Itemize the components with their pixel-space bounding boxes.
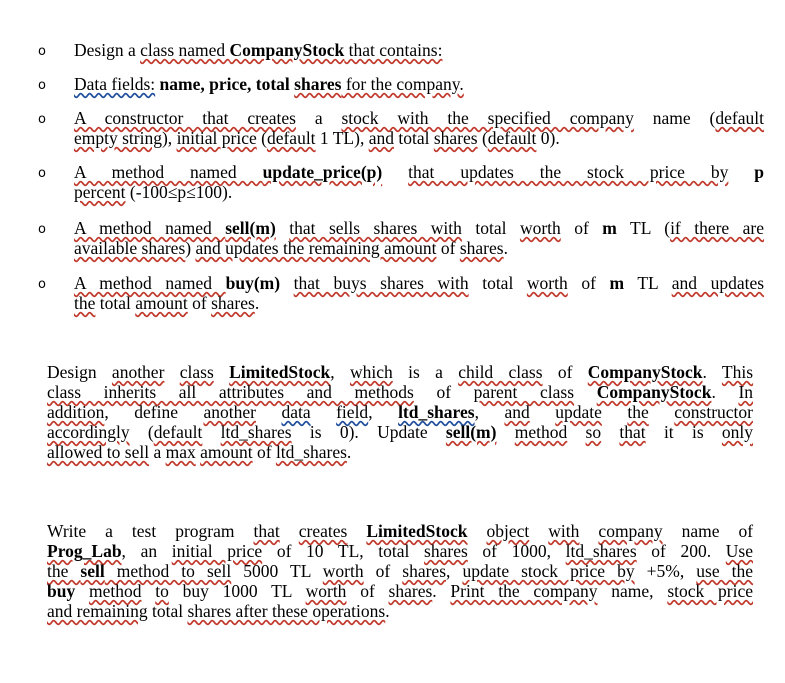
text-run: worth: [519, 218, 561, 238]
text-run: sell: [80, 561, 105, 581]
bullet-text: [74, 40, 764, 60]
text-run: m: [602, 218, 617, 238]
text-run: In: [738, 382, 754, 402]
text-line: accordingly (default ltd_shares is 0). Update sell(m) method so that it is only: [47, 422, 754, 442]
text-line: A method named buy(m) that buys shares with total worth of m TL and updates: [74, 273, 765, 293]
text-run: initial price: [171, 541, 263, 561]
text-run: the: [627, 402, 649, 422]
text-run: allowed to sell: [47, 442, 150, 462]
text-run: field: [336, 402, 369, 422]
text-run: so: [585, 422, 602, 442]
text-run: shares: [433, 128, 478, 148]
bullet-text: [74, 162, 764, 202]
text-run: with: [548, 521, 580, 541]
text-run: which: [349, 362, 393, 382]
text-run: worth: [526, 273, 568, 293]
text-run: empty string: [74, 128, 162, 148]
text-run: amount: [135, 293, 188, 313]
text-run: shares after these operations: [187, 601, 386, 621]
text-run: constructor: [674, 402, 753, 422]
text-run: buy(m): [225, 273, 281, 293]
paragraph-test-program: [47, 521, 753, 621]
text-run: stock price: [667, 581, 754, 601]
text-line: percent (-100≤p≤100).: [74, 182, 233, 202]
bullet-text: [74, 74, 764, 94]
text-run: default: [153, 422, 203, 442]
text-run: worth: [322, 561, 364, 581]
text-run: shares: [294, 74, 342, 94]
text-run: A constructor that creates: [74, 108, 296, 128]
text-run: Data fields:: [74, 74, 156, 94]
text-run: default: [715, 108, 764, 128]
text-line: allowed to sell a max amount of ltd_shares.: [47, 442, 352, 462]
text-run: name, price, total: [159, 74, 295, 94]
text-run: LimitedStock: [229, 362, 331, 382]
text-run: that updates the stock price by: [408, 162, 729, 182]
text-run: shares: [424, 541, 468, 561]
text-run: accordingly: [47, 422, 130, 442]
text-run: This: [721, 362, 754, 382]
text-run: ltd_shares: [398, 402, 475, 422]
text-run: CompanyStock: [596, 382, 712, 402]
text-run: for the company.: [341, 74, 464, 94]
text-run: amount: [200, 442, 253, 462]
text-run: class named: [140, 40, 230, 60]
text-run: sell(m): [225, 218, 276, 238]
bullet-marker: o: [38, 112, 46, 127]
bullet-marker: o: [38, 166, 46, 181]
text-run: and: [368, 128, 394, 148]
text-line: available shares) and updates the remaining amount of shares.: [74, 238, 508, 258]
text-line: A method named sell(m) that sells shares with total worth of m TL (if there are: [74, 218, 765, 238]
bullet-text: [74, 218, 764, 258]
bullet-marker: o: [38, 44, 46, 59]
text-line: addition, define another data field, ltd_shares, and update the constructor: [47, 402, 753, 422]
text-run: CompanyStock: [229, 40, 345, 60]
text-line: class inherits all attributes and methods of parent class CompanyStock. In: [47, 382, 754, 402]
text-run: another: [111, 362, 165, 382]
text-run: initial price: [176, 128, 257, 148]
text-run: p: [754, 162, 764, 182]
text-run: the: [47, 561, 81, 581]
text-run: default: [266, 128, 316, 148]
text-run: method: [88, 581, 142, 601]
text-run: ltd_shares: [565, 541, 637, 561]
text-run: max: [165, 442, 196, 462]
text-run: m: [609, 273, 625, 293]
text-run: class: [179, 362, 214, 382]
text-run: to: [155, 581, 169, 601]
text-run: and: [504, 402, 530, 422]
text-run: parent class: [473, 382, 575, 402]
text-run: Use: [725, 541, 753, 561]
text-run: A method named: [74, 162, 263, 182]
text-run: and updates: [671, 273, 765, 293]
text-line: Design a class named CompanyStock that contains:: [74, 40, 443, 60]
bullet-text: [74, 108, 764, 148]
text-run: company: [598, 521, 663, 541]
text-line: Write a test program that creates LimitedStock object with company name of: [47, 521, 754, 541]
text-run: use the: [696, 561, 754, 581]
text-run: default: [487, 128, 537, 148]
text-run: Prog_Lab: [47, 541, 122, 561]
text-line: the sell method to sell 5000 TL worth of shares, update stock price by +5%, use the: [47, 561, 754, 581]
text-run: the: [74, 293, 96, 313]
text-run: update stock price by: [462, 561, 635, 581]
text-run: percent: [74, 182, 126, 202]
text-run: shares: [211, 293, 255, 313]
text-run: that: [619, 422, 646, 442]
text-run: shares: [388, 581, 433, 601]
text-run: method: [514, 422, 568, 442]
text-run: that buys shares with: [293, 273, 469, 293]
text-run: if there are: [670, 218, 765, 238]
text-run: shares: [402, 561, 447, 581]
text-line: Prog_Lab, an initial price of 10 TL, total shares of 1000, ltd_shares of 200. Use: [47, 541, 753, 561]
bullet-marker: o: [38, 277, 46, 292]
text-run: that sells shares with: [289, 218, 462, 238]
text-line: Design another class LimitedStock, which is a child class of CompanyStock. This: [47, 362, 754, 382]
text-run: another: [203, 402, 256, 422]
text-run: and updates the remaining amount: [195, 238, 437, 258]
text-run: only: [721, 422, 754, 442]
paragraph-limitedstock: [47, 362, 753, 462]
text-run: Print the company: [450, 581, 598, 601]
text-run: sell(m): [445, 422, 497, 442]
text-run: A method named: [74, 273, 226, 293]
text-run: CompanyStock: [587, 362, 703, 382]
text-run: update_price(p): [262, 162, 383, 182]
text-line: empty string), initial price (default 1 TL), and total shares (default 0).: [74, 128, 560, 148]
text-run: ltd_shares: [275, 442, 347, 462]
text-run: LimitedStock: [366, 521, 468, 541]
text-run: that contains:: [344, 40, 443, 60]
text-line: the total amount of shares.: [74, 293, 260, 313]
text-line: and remaining total shares after these operations.: [47, 601, 390, 621]
text-run: A method named: [74, 218, 226, 238]
text-run: addition: [47, 402, 105, 422]
text-run: child class: [458, 362, 543, 382]
text-run: and remaining: [47, 601, 148, 621]
text-run: available shares: [74, 238, 186, 258]
text-run: buy: [47, 581, 76, 601]
text-run: object: [486, 521, 530, 541]
text-run: stock with the specified company: [341, 108, 634, 128]
text-run: method to sell: [104, 561, 232, 581]
text-run: worth: [305, 581, 347, 601]
text-run: ltd_shares: [220, 422, 292, 442]
text-line: [74, 74, 764, 94]
text-line: A constructor that creates a stock with the specified company name (default: [74, 108, 764, 128]
bullet-text: [74, 273, 764, 313]
bullet-marker: o: [38, 222, 46, 237]
text-line: buy method to buy 1000 TL worth of shares. Print the company name, stock price: [47, 581, 754, 601]
text-run: update: [555, 402, 602, 422]
text-run: that: [253, 521, 280, 541]
text-run: shares: [459, 238, 504, 258]
text-run: creates: [298, 521, 348, 541]
text-run: data: [281, 402, 311, 422]
text-line: [74, 162, 764, 182]
bullet-marker: o: [38, 78, 46, 93]
text-run: class inherits all attributes and methods: [47, 382, 414, 402]
